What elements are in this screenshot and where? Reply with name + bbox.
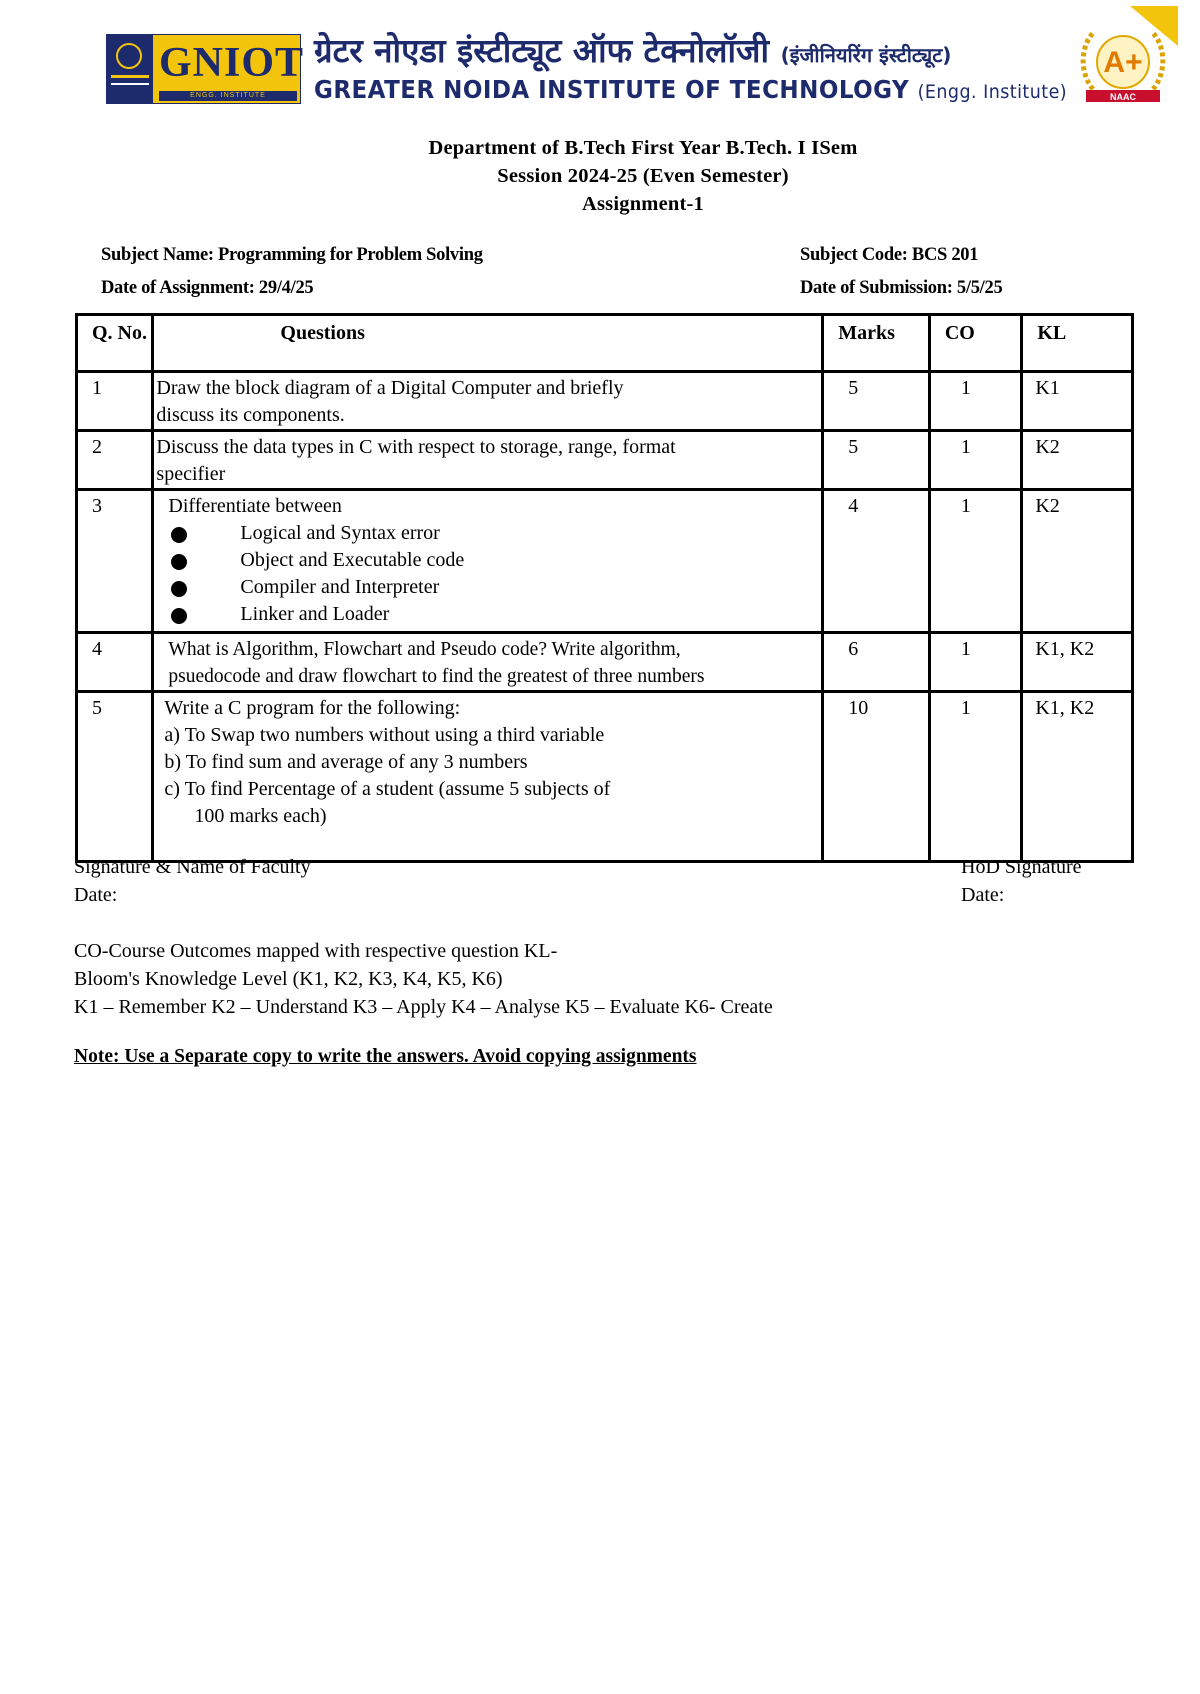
institute-name-english-text: GREATER NOIDA INSTITUTE OF TECHNOLOGY: [314, 75, 910, 104]
table-header-row: [77, 315, 1133, 372]
question-marks: 6: [823, 633, 930, 692]
question-line: Draw the block diagram of a Digital Computer and briefly: [156, 377, 624, 399]
table-row: [77, 692, 1133, 862]
institute-name-english: [314, 74, 1067, 108]
question-line: a) To Swap two numbers without using a third variable: [164, 724, 605, 746]
date-of-assignment: Date of Assignment: 29/4/25: [101, 278, 314, 298]
question-line: 100 marks each): [194, 805, 327, 827]
question-line: What is Algorithm, Flowchart and Pseudo code? Write algorithm,: [168, 639, 681, 660]
bullet-text: Linker and Loader: [240, 603, 390, 625]
question-number: 5: [77, 692, 153, 862]
question-number: 4: [77, 633, 153, 692]
header-co: CO: [929, 315, 1022, 372]
question-line: c) To find Percentage of a student (assume 5 subjects of: [164, 778, 611, 800]
question-kl: K2: [1022, 490, 1133, 633]
table-row: [77, 431, 1133, 490]
table-row: [77, 633, 1133, 692]
bullet-item: [156, 574, 821, 601]
bullet-text: Logical and Syntax error: [240, 522, 440, 544]
question-number: 1: [77, 372, 153, 431]
question-line: Write a C program for the following:: [164, 697, 461, 719]
question-co: 1: [929, 490, 1022, 633]
questions-table: [75, 313, 1134, 863]
question-text: [153, 372, 823, 431]
institute-name-hindi-text: ग्रेटर नोएडा इंस्टीट्यूट ऑफ टेक्नोलॉजी: [314, 31, 770, 70]
header-kl: KL: [1022, 315, 1133, 372]
question-text: [153, 633, 823, 692]
question-marks: 5: [823, 372, 930, 431]
seal-icon: [107, 35, 153, 103]
question-co: 1: [929, 372, 1022, 431]
bullet-item: [156, 547, 821, 574]
question-kl: K1, K2: [1022, 692, 1133, 862]
institute-logo: [106, 34, 305, 104]
question-line: specifier: [156, 463, 226, 485]
department-title: Department of B.Tech First Year B.Tech. I ISem: [428, 137, 858, 159]
question-co: 1: [929, 633, 1022, 692]
question-kl: K2: [1022, 431, 1133, 490]
grade-text: A+: [1103, 46, 1143, 79]
accreditation-body: NAAC: [1110, 92, 1136, 102]
question-intro: Differentiate between: [168, 495, 342, 517]
table-row: [77, 372, 1133, 431]
header-questions: Questions: [153, 315, 823, 372]
bullet-item: [156, 601, 821, 628]
assignment-title: Assignment-1: [582, 193, 704, 215]
bullet-icon: [171, 527, 187, 543]
logo-text: GNIOT: [159, 40, 305, 86]
bullet-icon: [171, 608, 187, 624]
question-marks: 5: [823, 431, 930, 490]
note: Note: Use a Separate copy to write the answers. Avoid copying assignments: [74, 1046, 697, 1067]
session-title: Session 2024-25 (Even Semester): [497, 165, 789, 187]
faculty-signature-label: Signature & Name of Faculty: [74, 856, 311, 878]
question-text: [153, 490, 823, 633]
faculty-date-label: Date:: [74, 884, 118, 906]
question-line: psuedocode and draw flowchart to find the greatest of three numbers: [168, 666, 705, 687]
question-marks: 4: [823, 490, 930, 633]
hod-date-label: Date:: [961, 884, 1005, 906]
logo-subtext: ENGG. INSTITUTE: [159, 91, 297, 101]
bullet-icon: [171, 581, 187, 597]
institute-type-english: (Engg. Institute): [917, 81, 1068, 103]
question-number: 2: [77, 431, 153, 490]
institute-type-hindi: (इंजीनियरिंग इंस्टीट्यूट): [780, 43, 952, 67]
bullet-item: [156, 520, 821, 547]
subject-name: Subject Name: Programming for Problem Solving: [101, 245, 483, 265]
date-of-submission: Date of Submission: 5/5/25: [800, 278, 1003, 298]
institute-banner: [106, 30, 1166, 110]
table-row: [77, 490, 1133, 633]
hod-signature-label: HoD Signature: [961, 856, 1082, 878]
bullet-text: Compiler and Interpreter: [240, 576, 440, 598]
question-number: 3: [77, 490, 153, 633]
question-text: [153, 692, 823, 862]
question-marks: 10: [823, 692, 930, 862]
k-levels-legend: K1 – Remember K2 – Understand K3 – Apply K4 – Analyse K5 – Evaluate K6- Create: [74, 996, 773, 1018]
question-kl: K1: [1022, 372, 1133, 431]
blooms-legend: Bloom's Knowledge Level (K1, K2, K3, K4, K5, K6): [74, 968, 503, 990]
question-line: Discuss the data types in C with respect to storage, range, format: [156, 436, 676, 458]
question-kl: K1, K2: [1022, 633, 1133, 692]
bullet-text: Object and Executable code: [240, 549, 465, 571]
co-legend: CO-Course Outcomes mapped with respective question KL-: [74, 940, 558, 962]
question-text: [153, 431, 823, 490]
question-line: b) To find sum and average of any 3 numbers: [164, 751, 528, 773]
question-line: discuss its components.: [156, 404, 345, 426]
subject-code: Subject Code: BCS 201: [800, 245, 979, 265]
header-marks: Marks: [823, 315, 930, 372]
question-co: 1: [929, 431, 1022, 490]
naac-grade-badge-icon: [1068, 6, 1178, 110]
institute-name-hindi: [314, 30, 951, 76]
bullet-icon: [171, 554, 187, 570]
header-qno: Q. No.: [77, 315, 153, 372]
question-co: 1: [929, 692, 1022, 862]
